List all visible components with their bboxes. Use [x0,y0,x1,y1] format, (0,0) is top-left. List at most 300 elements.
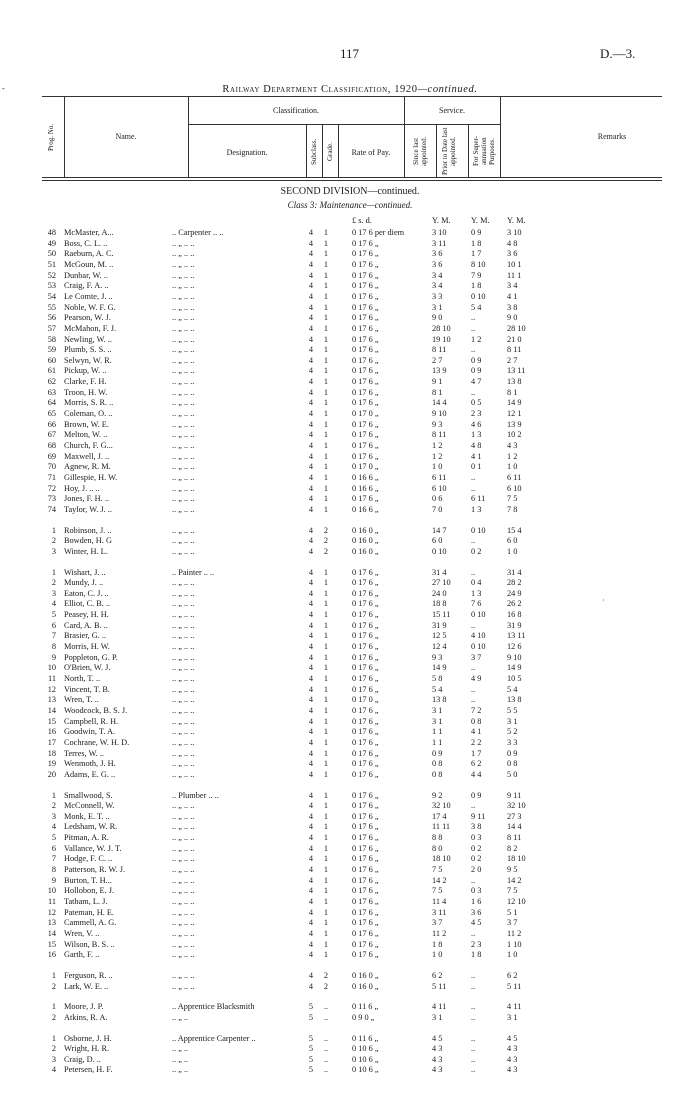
cell-des: .. „ .. .. [172,684,195,694]
cell-gr: .. [323,1044,329,1054]
cell-des: .. Painter .. .. [172,567,215,577]
cell-y3: 5 1 [507,907,518,917]
table-row [0,865,700,874]
cell-y3: 4 8 [507,238,518,248]
cell-no: 74 [47,504,56,514]
cell-y1: 3 1 [432,302,443,312]
cell-y1: 1 2 [432,451,443,461]
cell-des: .. „ .. .. [172,494,195,504]
cell-gr: 1 [323,249,329,259]
cell-name: Garth, F. .. [64,950,100,960]
cell-sub: 4 [308,981,314,991]
cell-des: .. „ .. .. [172,398,195,408]
cell-y3: 10 1 [507,259,522,269]
cell-pay: 0 16 0 „ [352,546,379,556]
cell-y3: 31 9 [507,620,522,630]
cell-pay: 0 17 6 „ [352,398,379,408]
cell-name: Plumb, S. S. .. [64,345,112,355]
cell-y3: 13 8 [507,695,522,705]
cell-y2: 1 3 [471,588,482,598]
margin-mark: · [602,596,605,605]
cell-name: Pitman, A. R. [64,833,109,843]
cell-name: Cochrane, W. H. D. [64,737,130,747]
cell-y1: 27 10 [432,578,451,588]
cell-pay: 0 17 6 „ [352,801,379,811]
cell-name: Ferguson, R. .. [64,970,113,980]
table-row [0,663,700,672]
subclass-header: Subclass. [310,138,318,166]
cell-y2: 2 3 [471,409,482,418]
cell-y2: .. [471,472,476,482]
cell-y2: 1 8 [471,238,482,248]
cell-sub: 5 [308,1002,314,1012]
table-row [0,568,700,577]
cell-y1: 28 10 [432,323,451,333]
cell-name: Lark, W. E. .. [64,981,109,991]
cell-pay: 0 17 6 per diem [352,228,405,237]
cell-no: 1 [51,567,56,577]
cell-des: .. „ .. .. [172,281,195,291]
cell-no: 3 [51,546,56,556]
cell-pay: 0 16 0 „ [352,536,379,546]
cell-no: 12 [47,907,56,917]
cell-sub: 4 [308,970,314,980]
cell-y1: 3 3 [432,291,443,301]
cell-gr: 1 [323,928,329,938]
cell-gr: 1 [323,801,329,811]
cell-no: 62 [47,377,56,387]
table-row [0,940,700,949]
cell-gr: 1 [323,313,329,323]
cell-y3: 8 11 [507,833,522,843]
cell-name: McMahon, F. J. [64,323,117,333]
cell-y2: .. [471,387,476,397]
cell-y1: 14 7 [432,525,447,535]
table-row [0,717,700,726]
cell-y1: 5 11 [432,981,447,991]
cell-pay: 0 17 6 „ [352,588,379,598]
table-header [42,96,662,178]
cell-des: .. „ .. .. [172,928,195,938]
table-row [0,695,700,704]
cell-sub: 4 [308,334,314,344]
cell-sub: 4 [308,620,314,630]
cell-no: 7 [51,631,56,641]
cell-no: 4 [51,599,56,609]
cell-name: Hoy, J. .. .. [64,483,100,493]
cell-name: Wright, H. R. [64,1044,110,1054]
cell-pay: 0 17 6 „ [352,737,379,747]
cell-no: 1 [51,790,56,800]
cell-y3: 6 11 [507,472,522,482]
cell-pay: 0 17 6 „ [352,939,379,949]
cell-pay: 0 17 6 „ [352,451,379,461]
cell-y1: 17 4 [432,811,447,821]
cell-y1: 31 9 [432,620,447,630]
table-row [0,706,700,715]
cell-no: 19 [47,759,56,769]
cell-y3: 14 2 [507,875,522,885]
cell-y2: 3 6 [471,907,482,917]
cell-name: Petersen, H. F. [64,1065,113,1075]
cell-no: 50 [47,249,56,259]
table-row [0,398,700,407]
table-row [0,770,700,779]
cell-gr: 1 [323,567,329,577]
cell-y2: .. [471,483,476,493]
table-row [0,335,700,344]
cell-y3: 3 1 [507,1012,518,1022]
table-row [0,1044,700,1053]
cell-sub: 4 [308,822,314,832]
table-row [0,653,700,662]
cell-sub: 4 [308,270,314,280]
cell-gr: 1 [323,631,329,641]
cell-no: 13 [47,695,56,705]
cell-sub: 4 [308,494,314,504]
cell-name: Card, A. B. .. [64,620,108,630]
cell-no: 2 [51,981,56,991]
cell-gr: 1 [323,790,329,800]
cell-no: 6 [51,620,56,630]
cell-name: Cammell, A. G. [64,918,117,928]
cell-y1: 6 0 [432,536,443,546]
cell-no: 11 [48,674,56,683]
table-row [0,547,700,556]
cell-no: 2 [51,801,56,811]
cell-pay: 0 17 6 „ [352,430,379,440]
cell-y3: 3 1 [507,716,518,726]
cell-sub: 4 [308,865,314,874]
cell-y1: 11 4 [432,897,447,906]
cell-gr: 1 [323,334,329,344]
cell-no: 15 [47,939,56,949]
cell-no: 9 [51,652,56,662]
cell-y1: 0 6 [432,494,443,504]
cell-y2: .. [471,684,476,694]
cell-y3: 6 10 [507,483,522,493]
cell-y3: 11 1 [507,270,522,280]
cell-sub: 4 [308,472,314,482]
cell-pay: 0 17 6 „ [352,663,379,673]
cell-pay: 0 17 6 „ [352,769,379,779]
cell-sub: 4 [308,843,314,853]
cell-des: .. „ .. .. [172,334,195,344]
cell-sub: 4 [308,409,314,418]
table-row [0,420,700,429]
cell-sub: 4 [308,918,314,928]
cell-name: Mundy, J. .. [64,578,104,588]
cell-name: Eaton, C. J. .. [64,588,109,598]
cell-sub: 4 [308,897,314,906]
cell-pay: 0 17 6 „ [352,907,379,917]
table-row [0,313,700,322]
cell-y1: 8 1 [432,387,443,397]
cell-no: 1 [51,1002,56,1012]
table-row [0,685,700,694]
name-header: Name. [115,132,137,141]
unit-labels: £ s. d. Y. M. Y. M. Y. M. [352,216,526,225]
cell-des: .. Plumber .. .. [172,790,219,800]
cell-name: Pearson, W. J. [64,313,111,323]
cell-gr: 1 [323,281,329,291]
cell-y1: 9 1 [432,377,443,387]
cell-pay: 0 17 6 „ [352,790,379,800]
cell-y2: 1 3 [471,430,482,440]
cell-name: Monk, E. T. .. [64,811,110,821]
cell-name: Boss, C. L. .. [64,238,108,248]
cell-gr: 1 [323,674,329,683]
cell-pay: 0 17 0 „ [352,409,379,418]
cell-y3: 28 2 [507,578,522,588]
cell-y2: .. [471,1065,476,1075]
cell-y2: .. [471,1002,476,1012]
cell-gr: .. [323,1033,329,1043]
table-row [0,1065,700,1074]
cell-no: 55 [47,302,56,312]
cell-sub: 4 [308,833,314,843]
cell-y3: 5 2 [507,727,518,737]
table-row [0,473,700,482]
cell-y3: 0 8 [507,759,518,769]
cell-name: Morris, S. R. .. [64,398,114,408]
cell-name: Woodcock, B. S. J. [64,705,128,715]
cell-y2: 0 9 [471,790,482,800]
table-row [0,536,700,545]
cell-y1: 0 9 [432,748,443,758]
cell-name: Raeburn, A. C. [64,249,114,259]
cell-sub: 4 [308,652,314,662]
cell-name: McGoun, M. .. [64,259,114,269]
cell-y2: 2 2 [471,737,482,747]
cell-y3: 3 3 [507,737,518,747]
cell-pay: 0 17 6 „ [352,610,379,620]
cell-pay: 0 17 6 „ [352,249,379,259]
cell-des: .. „ .. .. [172,430,195,440]
cell-no: 66 [47,419,56,429]
cell-name: Wilson, B. S. .. [64,939,115,949]
cell-y3: 8 11 [507,345,522,355]
cell-y1: 9 2 [432,790,443,800]
cell-name: Agnew, R. M. [64,462,111,472]
cell-sub: 4 [308,546,314,556]
cell-y3: 4 1 [507,291,518,301]
remarks-header: Remarks [597,132,627,141]
cell-pay: 0 17 6 „ [352,302,379,312]
cell-sub: 4 [308,631,314,641]
cell-des: .. „ .. [172,1054,189,1064]
cell-sub: 4 [308,302,314,312]
table-row [0,303,700,312]
classification-header: Classification. [273,106,319,115]
cell-pay: 0 17 6 „ [352,334,379,344]
cell-sub: 4 [308,323,314,333]
cell-sub: 4 [308,928,314,938]
cell-des: .. „ .. .. [172,323,195,333]
cell-des: .. „ .. .. [172,833,195,843]
cell-pay: 0 16 0 „ [352,970,379,980]
cell-pay: 0 11 6 „ [352,1002,379,1012]
cell-des: .. „ .. .. [172,865,195,874]
cell-gr: 1 [323,769,329,779]
cell-y2: .. [471,1033,476,1043]
cell-no: 2 [51,1012,56,1022]
cell-sub: 4 [308,769,314,779]
cell-pay: 0 17 6 „ [352,377,379,387]
cell-pay: 0 17 6 „ [352,323,379,333]
cell-gr: 1 [323,705,329,715]
cell-y1: 4 3 [432,1044,443,1054]
cell-no: 60 [47,355,56,365]
cell-sub: 4 [308,259,314,269]
cell-y1: 0 8 [432,759,443,769]
cell-pay: 0 17 6 „ [352,950,379,960]
cell-gr: 1 [323,652,329,662]
cell-name: Hodge, F. C. .. [64,854,113,864]
cell-pay: 0 17 6 „ [352,419,379,429]
cell-pay: 0 17 6 „ [352,748,379,758]
cell-sub: 4 [308,504,314,514]
cell-pay: 0 17 6 „ [352,674,379,683]
cell-des: .. „ .. .. [172,970,195,980]
cell-name: Vincent, T. B. [64,684,110,694]
table-row [0,738,700,747]
cell-pay: 0 17 6 „ [352,387,379,397]
cell-name: Clarke, F. H. [64,377,107,387]
cell-y2: 0 9 [471,228,482,237]
table-row [0,239,700,248]
cell-y3: 13 11 [507,366,526,376]
cell-y1: 3 11 [432,907,447,917]
cell-y1: 4 11 [432,1002,447,1012]
table-row [0,228,700,237]
cell-gr: 1 [323,238,329,248]
cell-des: .. „ .. [172,1012,189,1022]
table-row [0,494,700,503]
cell-y3: 10 2 [507,430,522,440]
cell-y2: 6 2 [471,759,482,769]
cell-sub: 4 [308,313,314,323]
cell-sub: 4 [308,238,314,248]
cell-y3: 9 0 [507,313,518,323]
cell-y2: 0 4 [471,578,482,588]
cell-y2: .. [471,345,476,355]
cell-y3: 26 2 [507,599,522,609]
cell-y1: 3 6 [432,249,443,259]
cell-gr: 1 [323,451,329,461]
cell-sub: 4 [308,599,314,609]
cell-y3: 8 2 [507,843,518,853]
cell-sub: 4 [308,790,314,800]
cell-y3: 9 11 [507,790,522,800]
cell-pay: 0 10 6 „ [352,1065,379,1075]
cell-sub: 4 [308,462,314,472]
cell-name: Craig, F. A. .. [64,281,109,291]
cell-y1: 5 4 [432,684,443,694]
cell-y3: 8 1 [507,387,518,397]
cell-no: 16 [47,727,56,737]
table-row [0,1034,700,1043]
cell-no: 13 [47,918,56,928]
cell-gr: 1 [323,323,329,333]
cell-sub: 4 [308,907,314,917]
cell-sub: 5 [308,1044,314,1054]
cell-pay: 0 17 6 „ [352,366,379,376]
cell-pay: 0 17 6 „ [352,875,379,885]
cell-pay: 0 11 6 „ [352,1033,379,1043]
cell-des: .. „ .. .. [172,291,195,301]
cell-y2: .. [471,970,476,980]
cell-no: 3 [51,588,56,598]
cell-y1: 3 11 [432,238,447,248]
cell-y1: 5 8 [432,674,443,683]
cell-gr: 2 [323,525,329,535]
cell-no: 52 [47,270,56,280]
cell-name: Tatham, L. J. [64,897,108,906]
cell-gr: 1 [323,398,329,408]
cell-y2: .. [471,663,476,673]
cell-y1: 11 11 [432,822,451,832]
cell-y2: 1 8 [471,281,482,291]
table-row [0,1013,700,1022]
cell-no: 16 [47,950,56,960]
cell-no: 67 [47,430,56,440]
cell-gr: 1 [323,833,329,843]
cell-gr: 1 [323,907,329,917]
cell-pay: 0 16 6 „ [352,504,379,514]
cell-gr: 1 [323,610,329,620]
cell-y1: 9 3 [432,652,443,662]
cell-y1: 19 10 [432,334,451,344]
table-row [0,292,700,301]
cell-y3: 12 6 [507,642,522,651]
cell-y1: 18 10 [432,854,451,864]
cell-y3: 4 3 [507,1054,518,1064]
cell-gr: 1 [323,716,329,726]
cell-gr: 1 [323,270,329,280]
cell-y1: 13 8 [432,695,447,705]
cell-pay: 0 17 6 „ [352,652,379,662]
cell-gr: 1 [323,684,329,694]
cell-no: 3 [51,1054,56,1064]
cell-y1: 1 0 [432,950,443,960]
cell-name: Robinson, J. .. [64,525,112,535]
table-row [0,409,700,418]
cell-y1: 0 10 [432,546,447,556]
cell-no: 1 [51,525,56,535]
cell-des: .. „ .. .. [172,843,195,853]
page-title: Railway Department Classification, 1920—continued. [222,84,478,95]
cell-gr: 1 [323,822,329,832]
cell-sub: 4 [308,801,314,811]
cell-name: Moore, J. P. [64,1002,104,1012]
cell-y1: 2 7 [432,355,443,365]
cell-y2: 0 10 [471,291,486,301]
cell-sub: 4 [308,642,314,651]
cell-gr: 1 [323,588,329,598]
cell-gr: 1 [323,409,329,418]
cell-sub: 4 [308,525,314,535]
cell-y3: 4 3 [507,441,518,450]
cell-no: 51 [47,259,56,269]
cell-sub: 4 [308,610,314,620]
cell-gr: 1 [323,387,329,397]
cell-sub: 4 [308,588,314,598]
cell-y2: 0 2 [471,546,482,556]
cell-no: 59 [47,345,56,355]
cell-pay: 0 10 6 „ [352,1054,379,1064]
table-row [0,1002,700,1011]
